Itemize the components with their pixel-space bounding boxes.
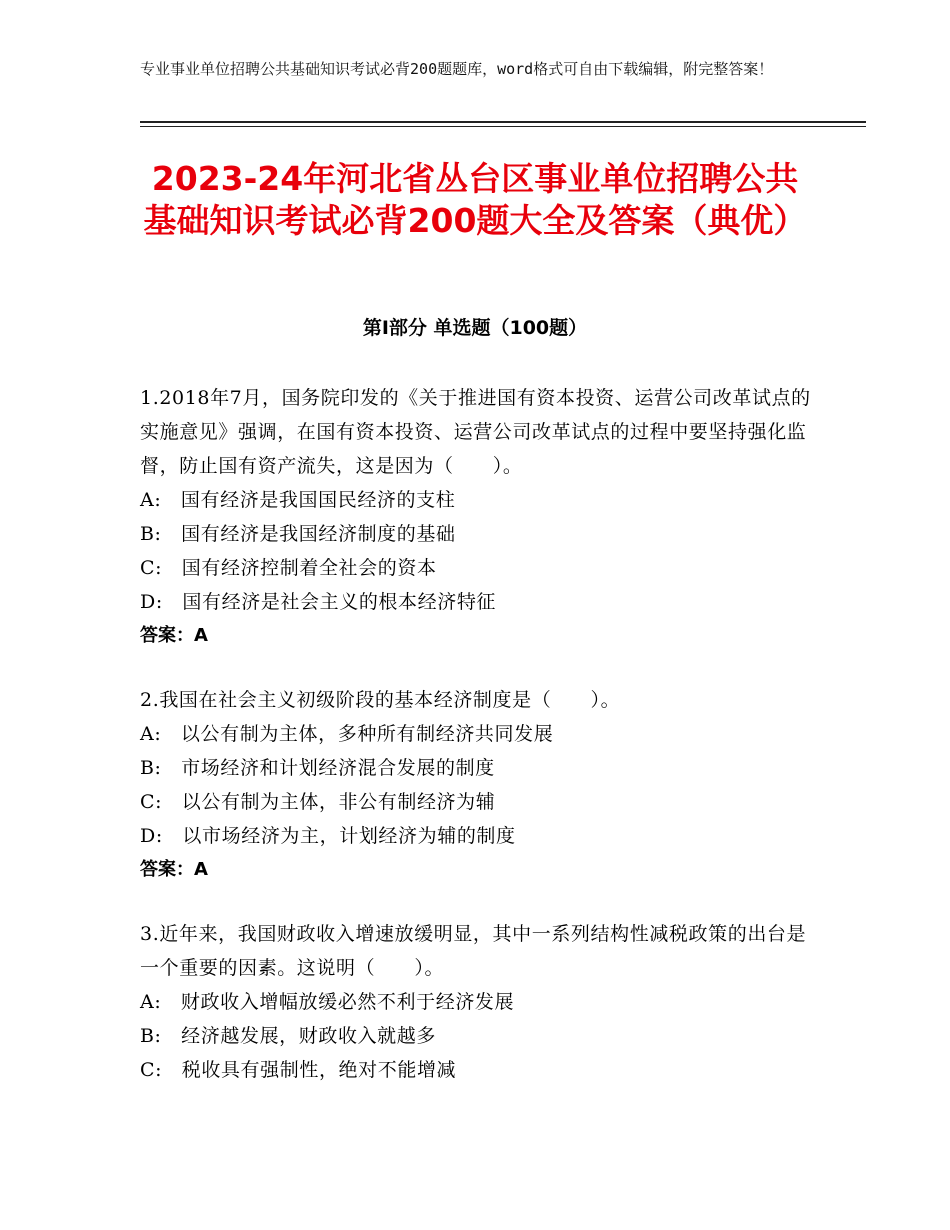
option-b: B: 市场经济和计划经济混合发展的制度 (140, 757, 495, 779)
option-c: C: 以公有制为主体，非公有制经济为辅 (140, 791, 496, 813)
option-c: C: 税收具有强制性，绝对不能增减 (140, 1059, 457, 1081)
question-text: 1.2018年7月，国务院印发的《关于推进国有资本投资、运营公司改革试点的实施意见》强调，在国有资本投资、运营公司改革试点的过程中要坚持强化监督，防止国有资产流失，这是因为（ ）。 (140, 387, 811, 477)
question-text: 2.我国在社会主义初级阶段的基本经济制度是（ ）。 (140, 689, 621, 711)
option-d: D: 以市场经济为主，计划经济为辅的制度 (140, 825, 516, 847)
header-rule-thin (140, 126, 866, 127)
option-b: B: 经济越发展，财政收入就越多 (140, 1025, 436, 1047)
option-d: D: 国有经济是社会主义的根本经济特征 (140, 591, 497, 613)
option-a: A: 国有经济是我国国民经济的支柱 (140, 489, 456, 511)
question-1 (140, 381, 812, 653)
option-a: A: 以公有制为主体，多种所有制经济共同发展 (140, 723, 554, 745)
header-note: 专业事业单位招聘公共基础知识考试必背200题题库，word格式可自由下载编辑，附完整答案！ (140, 60, 774, 78)
answer: 答案：A (140, 625, 208, 646)
question-3 (140, 917, 812, 1087)
question-2 (140, 683, 812, 887)
question-text: 3.近年来，我国财政收入增速放缓明显，其中一系列结构性减税政策的出台是一个重要的因素。这说明（ ）。 (140, 923, 807, 979)
option-b: B: 国有经济是我国经济制度的基础 (140, 523, 456, 545)
option-c: C: 国有经济控制着全社会的资本 (140, 557, 437, 579)
document-title: 2023-24年河北省丛台区事业单位招聘公共基础知识考试必背200题大全及答案（典优） (143, 159, 807, 240)
option-a: A: 财政收入增幅放缓必然不利于经济发展 (140, 991, 515, 1013)
answer: 答案：A (140, 859, 208, 880)
section-heading: 第Ⅰ部分 单选题（100题） (362, 317, 588, 339)
question-list (140, 381, 812, 1117)
header-rule-thick (140, 121, 866, 123)
